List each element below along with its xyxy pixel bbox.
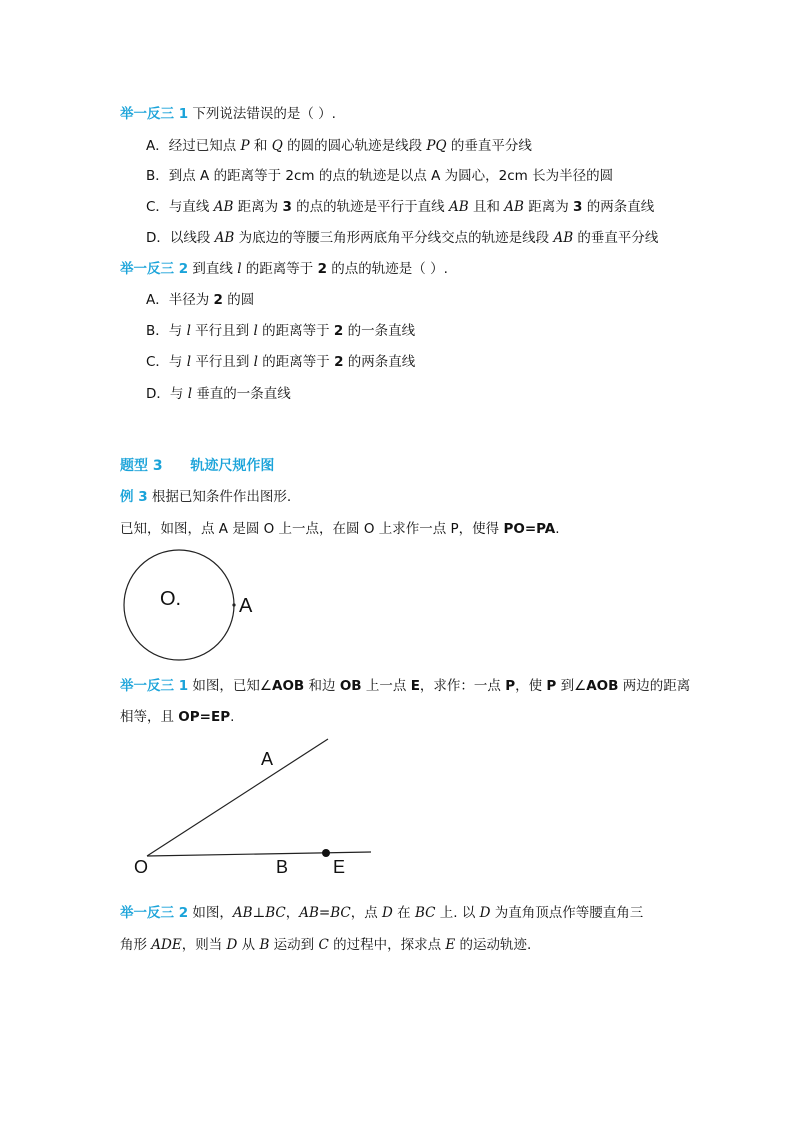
label-a: A <box>239 595 253 617</box>
exercise4-label: 举一反三 2 <box>120 905 189 921</box>
angle-figure <box>130 730 380 880</box>
text: 到直线 <box>192 261 238 277</box>
number: 2 <box>334 354 344 370</box>
label-e: E <box>333 857 346 877</box>
exercise1-option-c <box>146 197 654 217</box>
text: 的两条直线 <box>582 199 655 215</box>
math-var: Q <box>271 138 283 154</box>
section-title: 轨迹尺规作图 <box>190 458 275 474</box>
example3-condition <box>120 519 560 539</box>
point-name: P <box>546 678 557 694</box>
text: D．以线段 <box>146 230 215 246</box>
text: A．半径为 <box>146 292 214 308</box>
math-var: E <box>445 937 456 953</box>
label-a: A <box>261 749 274 769</box>
text: . <box>230 709 235 725</box>
math-var: AB <box>214 230 235 246</box>
text: 的运动轨迹. <box>455 937 532 953</box>
exercise2-label: 举一反三 2 <box>120 261 189 277</box>
math-var: l <box>187 386 193 402</box>
condition: OP=EP <box>178 709 231 725</box>
text: 的点的轨迹是平行于直线 <box>291 199 449 215</box>
text: 距离为 <box>523 199 574 215</box>
text: 垂直的一条直线 <box>192 386 291 402</box>
math-var: l <box>253 323 258 339</box>
text: 从 <box>237 937 260 953</box>
text: 为底边的等腰三角形两底角平分线交点的轨迹是线段 <box>234 230 554 246</box>
text: 平行且到 <box>191 354 254 370</box>
math-var: C <box>318 937 329 953</box>
math-var: l <box>186 354 192 370</box>
math-var: l <box>253 354 258 370</box>
exercise1-option-a <box>146 136 532 156</box>
math-var: ADE <box>151 937 182 953</box>
text: 两边的距离 <box>618 678 691 694</box>
text: ， <box>285 905 300 921</box>
text: 的垂直平分线 <box>573 230 659 246</box>
text: 为直角顶点作等腰直角三 <box>490 905 644 921</box>
text: 和边 <box>304 678 340 694</box>
example3-label: 例 3 <box>120 489 148 505</box>
text: 角形 <box>120 937 152 953</box>
number: 3 <box>573 199 583 215</box>
text: A．经过已知点 <box>146 138 241 154</box>
text: 如图，已知∠ <box>192 678 272 694</box>
side-name: OB <box>339 678 362 694</box>
ray-oa <box>147 739 328 856</box>
math-var: P <box>240 138 250 154</box>
text: 的两条直线 <box>343 354 416 370</box>
text: 的距离等于 <box>241 261 318 277</box>
text: 上一点 <box>361 678 411 694</box>
example3-stem <box>120 487 291 507</box>
text: 在 <box>392 905 415 921</box>
math-var: D <box>226 937 238 953</box>
text: 运动到 <box>269 937 319 953</box>
exercise1-option-b: B．到点 A 的距离等于 2cm 的点的轨迹是以点 A 为圆心，2cm 长为半径的圆 <box>146 168 614 184</box>
text: 的圆的圆心轨迹是线段 <box>282 138 427 154</box>
math-var: AB <box>553 230 574 246</box>
exercise2-option-d <box>146 384 291 404</box>
exercise2-option-c <box>146 352 415 372</box>
math-var: BC <box>414 905 436 921</box>
text: D．与 <box>146 386 188 402</box>
text: 到∠ <box>556 678 587 694</box>
text: 的一条直线 <box>343 323 416 339</box>
math-var: D <box>382 905 393 921</box>
math-var: l <box>237 261 242 277</box>
number: 2 <box>213 292 223 308</box>
ray-ob <box>147 852 371 856</box>
text: 平行且到 <box>190 323 254 339</box>
angle-name: AOB <box>586 678 619 694</box>
label-b: B <box>276 857 289 877</box>
exercise1-option-d <box>146 228 658 248</box>
text: ，使 <box>515 678 547 694</box>
math-var: AB <box>213 199 234 215</box>
math-relation: AB⊥BC <box>232 905 286 921</box>
exercise1-question: 下列说法错误的是（ ）. <box>192 106 336 122</box>
math-relation: AB=BC <box>299 905 351 921</box>
math-var: D <box>479 905 491 921</box>
text: ，求作：一点 <box>419 678 506 694</box>
text: 相等，且 <box>120 709 179 725</box>
number: 2 <box>317 261 328 277</box>
number: 3 <box>282 199 292 215</box>
point-name: P <box>505 678 516 694</box>
text: 距离为 <box>233 199 283 215</box>
text: 的垂直平分线 <box>446 138 532 154</box>
math-var: AB <box>504 199 524 215</box>
exercise4-stem-line1 <box>120 903 643 923</box>
exercise4-stem-line2 <box>120 935 531 955</box>
text: 的距离等于 <box>257 354 335 370</box>
section-heading <box>120 456 274 476</box>
text: 如图， <box>192 905 233 921</box>
text: 根据已知条件作出图形. <box>151 489 292 505</box>
exercise3-label: 举一反三 1 <box>120 678 189 694</box>
point-a-dot <box>232 603 235 606</box>
circle-figure <box>118 548 268 668</box>
text: ，则当 <box>181 937 227 953</box>
text: 已知，如图，点 A 是圆 O 上一点，在圆 O 上求作一点 P，使得 <box>120 521 504 537</box>
label-o: O. <box>160 588 182 610</box>
section-label: 题型 3 <box>120 458 163 474</box>
text: 的圆 <box>222 292 255 308</box>
exercise1-stem <box>120 104 336 124</box>
math-var: l <box>186 323 191 339</box>
exercise1-label: 举一反三 1 <box>120 106 189 122</box>
text: 且和 <box>468 199 505 215</box>
label-o: O <box>134 857 149 877</box>
text: C．与直线 <box>146 199 214 215</box>
text: 的点的轨迹是（ ）. <box>327 261 448 277</box>
text: 的距离等于 <box>257 323 334 339</box>
exercise3-stem-line2 <box>120 707 234 727</box>
math-var: PQ <box>426 138 447 154</box>
point-name: E <box>410 678 420 694</box>
text: 上. 以 <box>435 905 480 921</box>
exercise3-stem-line1 <box>120 676 690 696</box>
math-var: B <box>259 937 270 953</box>
exercise2-option-b <box>146 321 415 341</box>
number: 2 <box>333 323 344 339</box>
text: 的过程中，探求点 <box>328 937 446 953</box>
text: C．与 <box>146 354 187 370</box>
text: . <box>555 521 560 537</box>
point-e-dot <box>322 849 330 857</box>
exercise2-option-a <box>146 290 254 310</box>
math-var: AB <box>448 199 469 215</box>
angle-name: AOB <box>272 678 305 694</box>
text: 和 <box>249 138 272 154</box>
condition: PO=PA <box>503 521 556 537</box>
text: B．与 <box>146 323 187 339</box>
exercise2-stem <box>120 259 448 279</box>
text: ，点 <box>350 905 383 921</box>
